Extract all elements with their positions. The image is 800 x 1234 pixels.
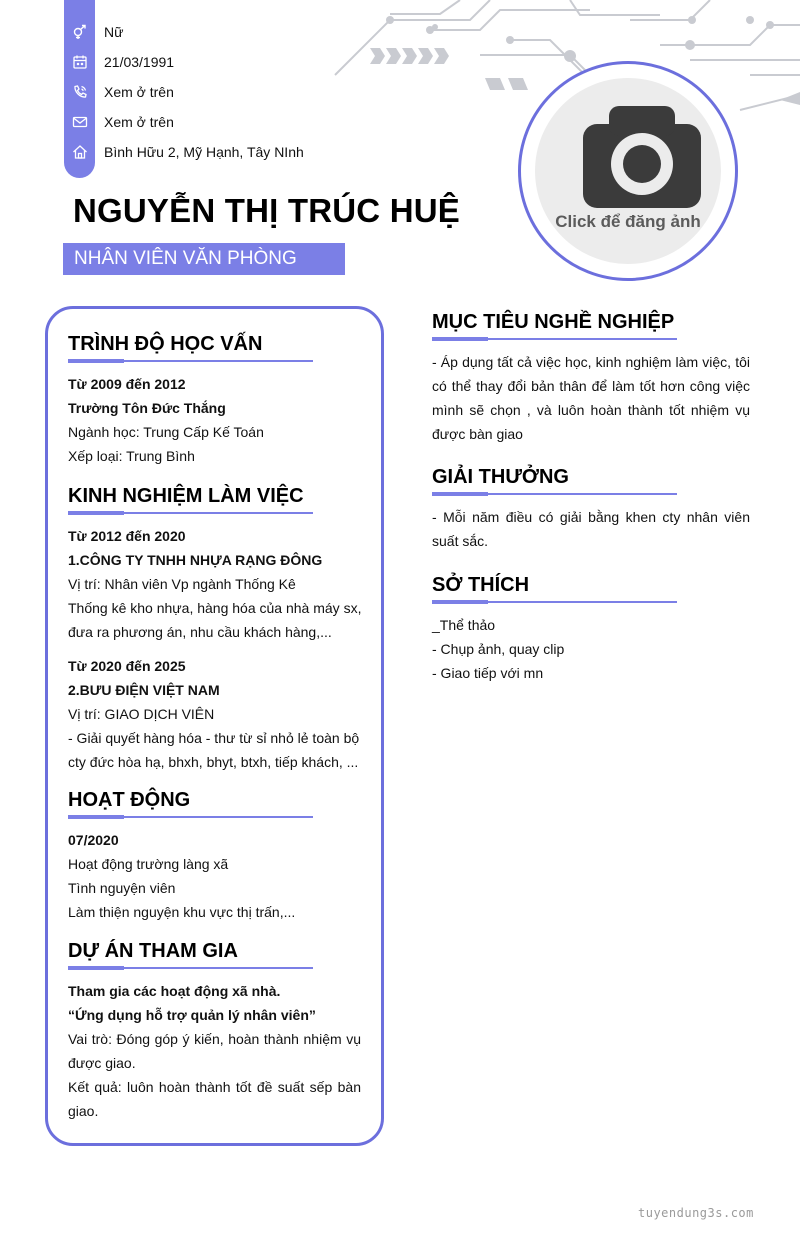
education-title: TRÌNH ĐỘ HỌC VẤN [68, 333, 263, 355]
photo-placeholder[interactable] [535, 78, 721, 264]
activities-title: HOẠT ĐỘNG [68, 789, 191, 811]
activity-item: Làm thiện nguyện khu vực thị trấn,... [68, 904, 296, 920]
objective-title: MỤC TIÊU NGHỀ NGHIỆP [432, 311, 675, 333]
awards-section [432, 465, 750, 553]
education-major: Ngành học: Trung Cấp Kế Toán [68, 424, 264, 440]
phone-text: Xem ở trên [104, 84, 174, 100]
section-underline [68, 360, 313, 362]
job-company: 2.BƯU ĐIỆN VIỆT NAM [68, 682, 220, 698]
home-icon [64, 144, 95, 160]
experience-title: KINH NGHIỆM LÀM VIỆC [68, 485, 304, 507]
section-underline [432, 338, 677, 340]
awards-title: GIẢI THƯỞNG [432, 466, 569, 488]
section-underline [68, 512, 313, 514]
phone-icon [64, 84, 95, 100]
job-desc-line: đưa ra phương án, nhu cầu khách hàng,... [68, 624, 332, 640]
hobby-item: - Chụp ảnh, quay clip [432, 641, 565, 657]
experience-section [68, 484, 361, 774]
hobby-item: - Giao tiếp với mn [432, 665, 544, 681]
project-role: Vai trò: Đóng góp ý kiến, hoàn thành nhiệm vụ được giao. [68, 1031, 361, 1071]
hobbies-title: SỞ THÍCH [432, 574, 530, 596]
gender-icon [64, 24, 95, 40]
contact-phone [64, 77, 174, 107]
objective-section [432, 310, 750, 446]
photo-upload-label[interactable]: Click để đăng ảnh [555, 212, 701, 231]
photo-upload[interactable] [518, 61, 738, 281]
job-company: 1.CÔNG TY TNHH NHỰA RẠNG ĐÔNG [68, 552, 323, 568]
projects-section [68, 939, 361, 1123]
project-name: “Ứng dụng hỗ trợ quản lý nhân viên” [68, 1007, 316, 1023]
education-rank: Xếp loại: Trung Bình [68, 448, 195, 464]
job-entry [68, 654, 361, 774]
camera-icon [583, 106, 701, 208]
activity-item: Hoạt động trường làng xã [68, 856, 229, 872]
projects-title: DỰ ÁN THAM GIA [68, 940, 238, 962]
activity-item: Tình nguyện viên [68, 880, 176, 896]
job-desc-line: Thống kê kho nhựa, hàng hóa của nhà máy sx, [68, 600, 362, 616]
job-desc-line: - Giải quyết hàng hóa - thư từ sỉ nhỏ lẻ toàn bộ [68, 730, 360, 746]
section-underline [432, 601, 677, 603]
job-desc-line: cty đức hòa hạ, bhxh, bhyt, btxh, tiếp khách, ... [68, 754, 359, 770]
contact-gender [64, 17, 123, 47]
job-period: Từ 2020 đến 2025 [68, 658, 186, 674]
project-line: Tham gia các hoạt động xã nhà. [68, 983, 281, 999]
education-section [68, 332, 313, 468]
calendar-icon [64, 54, 95, 70]
section-underline [68, 967, 313, 969]
mail-icon [64, 114, 95, 130]
gender-text: Nữ [104, 24, 124, 40]
contact-address [64, 137, 304, 167]
job-period: Từ 2012 đến 2020 [68, 528, 186, 544]
watermark-text: tuyendung3s.com [638, 1206, 754, 1220]
section-underline [432, 493, 677, 495]
project-result: Kết quả: luôn hoàn thành tốt đề suất sếp bàn giao. [68, 1079, 361, 1119]
address-text: Bình Hữu 2, Mỹ Hạnh, Tây NInh [104, 144, 304, 160]
hobby-item: _Thể thảo [432, 617, 496, 633]
education-period: Từ 2009 đến 2012 [68, 376, 186, 392]
objective-text: - Áp dụng tất cả việc học, kinh nghiệm làm việc, tôi có thể thay đổi bản thân để làm tốt hơn công việc mình sẽ chọn , và luôn hoàn thành tốt nhiệm vụ được bàn giao [432, 354, 750, 442]
job-title-badge: NHÂN VIÊN VĂN PHÒNG [63, 243, 345, 275]
awards-text: - Mỗi năm điều có giải bằng khen cty nhân viên suất sắc. [432, 509, 750, 549]
contact-dob [64, 47, 174, 77]
activities-date: 07/2020 [68, 832, 119, 848]
email-text: Xem ở trên [104, 114, 174, 130]
job-entry [68, 524, 361, 644]
contact-email [64, 107, 174, 137]
dob-text: 21/03/1991 [104, 54, 175, 70]
education-school: Trường Tôn Đức Thắng [68, 400, 226, 416]
activities-section [68, 788, 313, 924]
job-position: Vị trí: Nhân viên Vp ngành Thống Kê [68, 576, 296, 592]
candidate-name: NGUYỄN THỊ TRÚC HUỆ [73, 192, 460, 229]
job-position: Vị trí: GIAO DỊCH VIÊN [68, 706, 215, 722]
hobbies-section [432, 573, 750, 685]
section-underline [68, 816, 313, 818]
